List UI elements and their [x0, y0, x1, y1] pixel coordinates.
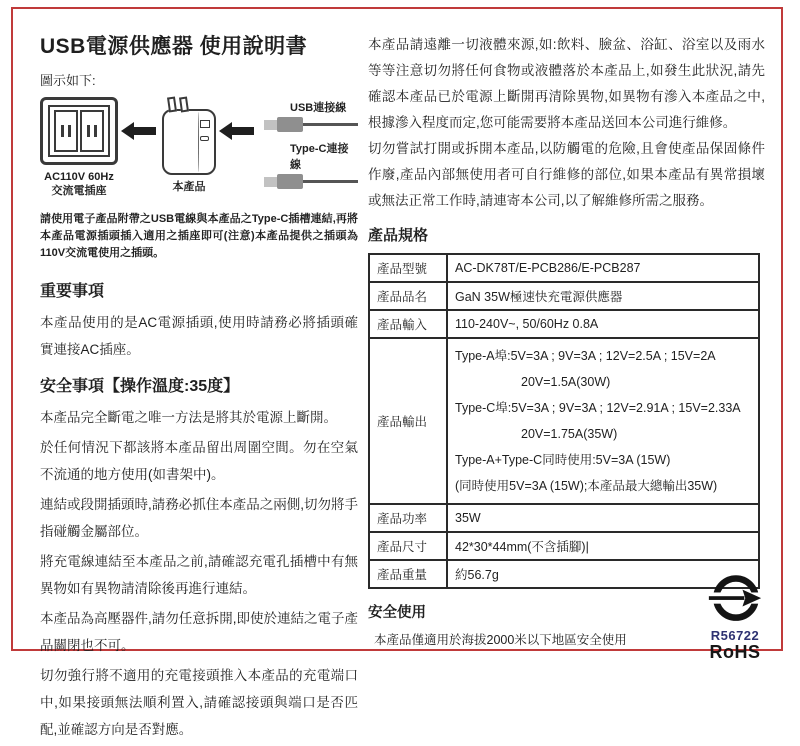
product-label: 本產品	[172, 181, 206, 193]
usb-c-port-icon	[200, 136, 209, 141]
spec-value-output	[447, 338, 759, 504]
charger-icon	[162, 109, 216, 175]
spec-label: 產品品名	[369, 282, 447, 310]
spec-label: 產品重量	[369, 560, 447, 588]
wall-outlet-icon	[40, 97, 118, 165]
usb-cable	[264, 99, 358, 132]
usage-note: 請使用電子產品附帶之USB電線與本產品之Type-C插槽連結,再將本產品電源插頭插入適用之插座即可(注意)本產品提供之插頭為110V交流電使用之插頭。	[40, 213, 358, 259]
rohs-label: RoHS	[709, 642, 761, 662]
spec-heading: 產品規格	[368, 227, 429, 244]
certification-block	[700, 574, 770, 662]
cables-figure	[264, 99, 358, 197]
table-row	[369, 310, 759, 338]
spec-table	[368, 253, 760, 589]
liquid-warning-paragraph: 本產品請遠離一切液體來源,如:飲料、臉盆、浴缸、浴室以及雨水等等注意切勿將任何食物或液體落於本產品上,如發生此狀況,請先確認本產品已於電源上斷開再清除異物,如異物有滲入本產品之中,根據滲入程度而定,您可能需要將本產品送回本公司進行維修。	[368, 37, 765, 130]
safety-paragraph: 連結或段開插頭時,請務必抓住本產品之兩側,切勿將手指碰觸金屬部位。	[40, 497, 359, 539]
socket-icon	[80, 110, 104, 152]
bsmi-logo-icon	[707, 574, 763, 624]
spec-value: AC-DK78T/E-PCB286/E-PCB287	[447, 254, 759, 282]
spec-label: 產品輸出	[369, 338, 447, 504]
table-row	[369, 282, 759, 310]
safe-use-heading: 安全使用	[368, 605, 426, 621]
important-body: 本產品使用的是AC電源插頭,使用時請務必將插頭確實連接AC插座。	[40, 315, 358, 357]
safety-paragraph: 將充電線連結至本產品之前,請確認充電孔插槽中有無異物如有異物請清除後再進行連結。	[40, 554, 358, 596]
usb-cable-label: USB連接線	[290, 102, 347, 114]
left-arrow-icon	[232, 127, 254, 135]
spec-label: 產品功率	[369, 504, 447, 532]
socket-icon	[54, 110, 78, 152]
diagram-intro-label: 圖示如下:	[40, 73, 96, 88]
spec-value: 35W	[447, 504, 759, 532]
typec-cable	[264, 140, 358, 189]
spec-value: 110-240V~, 50/60Hz 0.8A	[447, 310, 759, 338]
spec-value: 約56.7g	[447, 560, 759, 588]
outlet-plate	[48, 105, 110, 157]
spec-label: 產品尺寸	[369, 532, 447, 560]
charger-figure	[162, 97, 216, 194]
usb-connector-icon	[264, 117, 358, 132]
output-line: (同時使用5V=3A (15W);本產品最大總輸出35W)	[455, 479, 718, 493]
right-column	[368, 32, 765, 648]
page-title: USB電源供應器 使用說明書	[40, 35, 308, 58]
output-line: Type-A+Type-C同時使用:5V=3A (15W)	[455, 453, 671, 467]
spec-value: GaN 35W極速快充電源供應器	[447, 282, 759, 310]
left-arrow-icon	[134, 127, 156, 135]
output-line: 20V=1.75A(35W)	[521, 427, 618, 441]
output-line: 20V=1.5A(30W)	[521, 375, 611, 389]
connection-diagram	[40, 97, 358, 203]
safety-paragraph: 於任何情況下都該將本產品留出周圍空間。勿在空氣不流通的地方使用(如書架中)。	[40, 440, 358, 482]
no-disassembly-paragraph: 切勿嘗試打開或拆開本產品,以防觸電的危險,且會使產品保固條件作廢,產品內部無使用者可自行維修的部位,如果本產品有異常損壞或無法正常工作時,請連寄本公司,以了解維修所需之服務。	[368, 141, 765, 208]
usb-a-port-icon	[200, 120, 210, 128]
left-column	[40, 30, 358, 746]
output-line: Type-A埠:5V=3A ; 9V=3A ; 12V=2.5A ; 15V=2A	[455, 349, 716, 363]
safe-use-section	[368, 601, 668, 648]
safe-use-body: 本產品僅適用於海拔2000米以下地區安全使用	[374, 633, 627, 647]
outlet-figure	[40, 97, 118, 198]
outlet-label: AC110V 60Hz 交流電插座	[44, 171, 114, 197]
safety-paragraph: 本產品完全斷電之唯一方法是將其於電源上斷開。	[40, 410, 337, 425]
safety-heading: 安全事項【操作溫度:35度】	[40, 378, 240, 395]
typec-connector-icon	[264, 174, 358, 189]
important-heading: 重要事項	[40, 283, 105, 300]
table-row	[369, 254, 759, 282]
output-line: Type-C埠:5V=3A ; 9V=3A ; 12V=2.91A ; 15V=2.33A	[455, 401, 741, 415]
safety-paragraph: 本產品為高壓器件,請勿任意拆開,即使於連結之電子產品關閉也不可。	[40, 611, 359, 653]
table-row	[369, 504, 759, 532]
spec-value: 42*30*44mm(不含插腳)|	[447, 532, 759, 560]
table-row	[369, 338, 759, 504]
spec-label: 產品型號	[369, 254, 447, 282]
typec-cable-label: Type-C連接線	[290, 143, 349, 171]
table-row	[369, 532, 759, 560]
bsmi-number: R56722	[710, 628, 760, 643]
spec-label: 產品輸入	[369, 310, 447, 338]
safety-paragraph: 切勿強行將不適用的充電接頭推入本產品的充電端口中,如果接頭無法順利置入,請確認接頭與端口是否匹配,並確認方向是否對應。	[40, 668, 358, 737]
